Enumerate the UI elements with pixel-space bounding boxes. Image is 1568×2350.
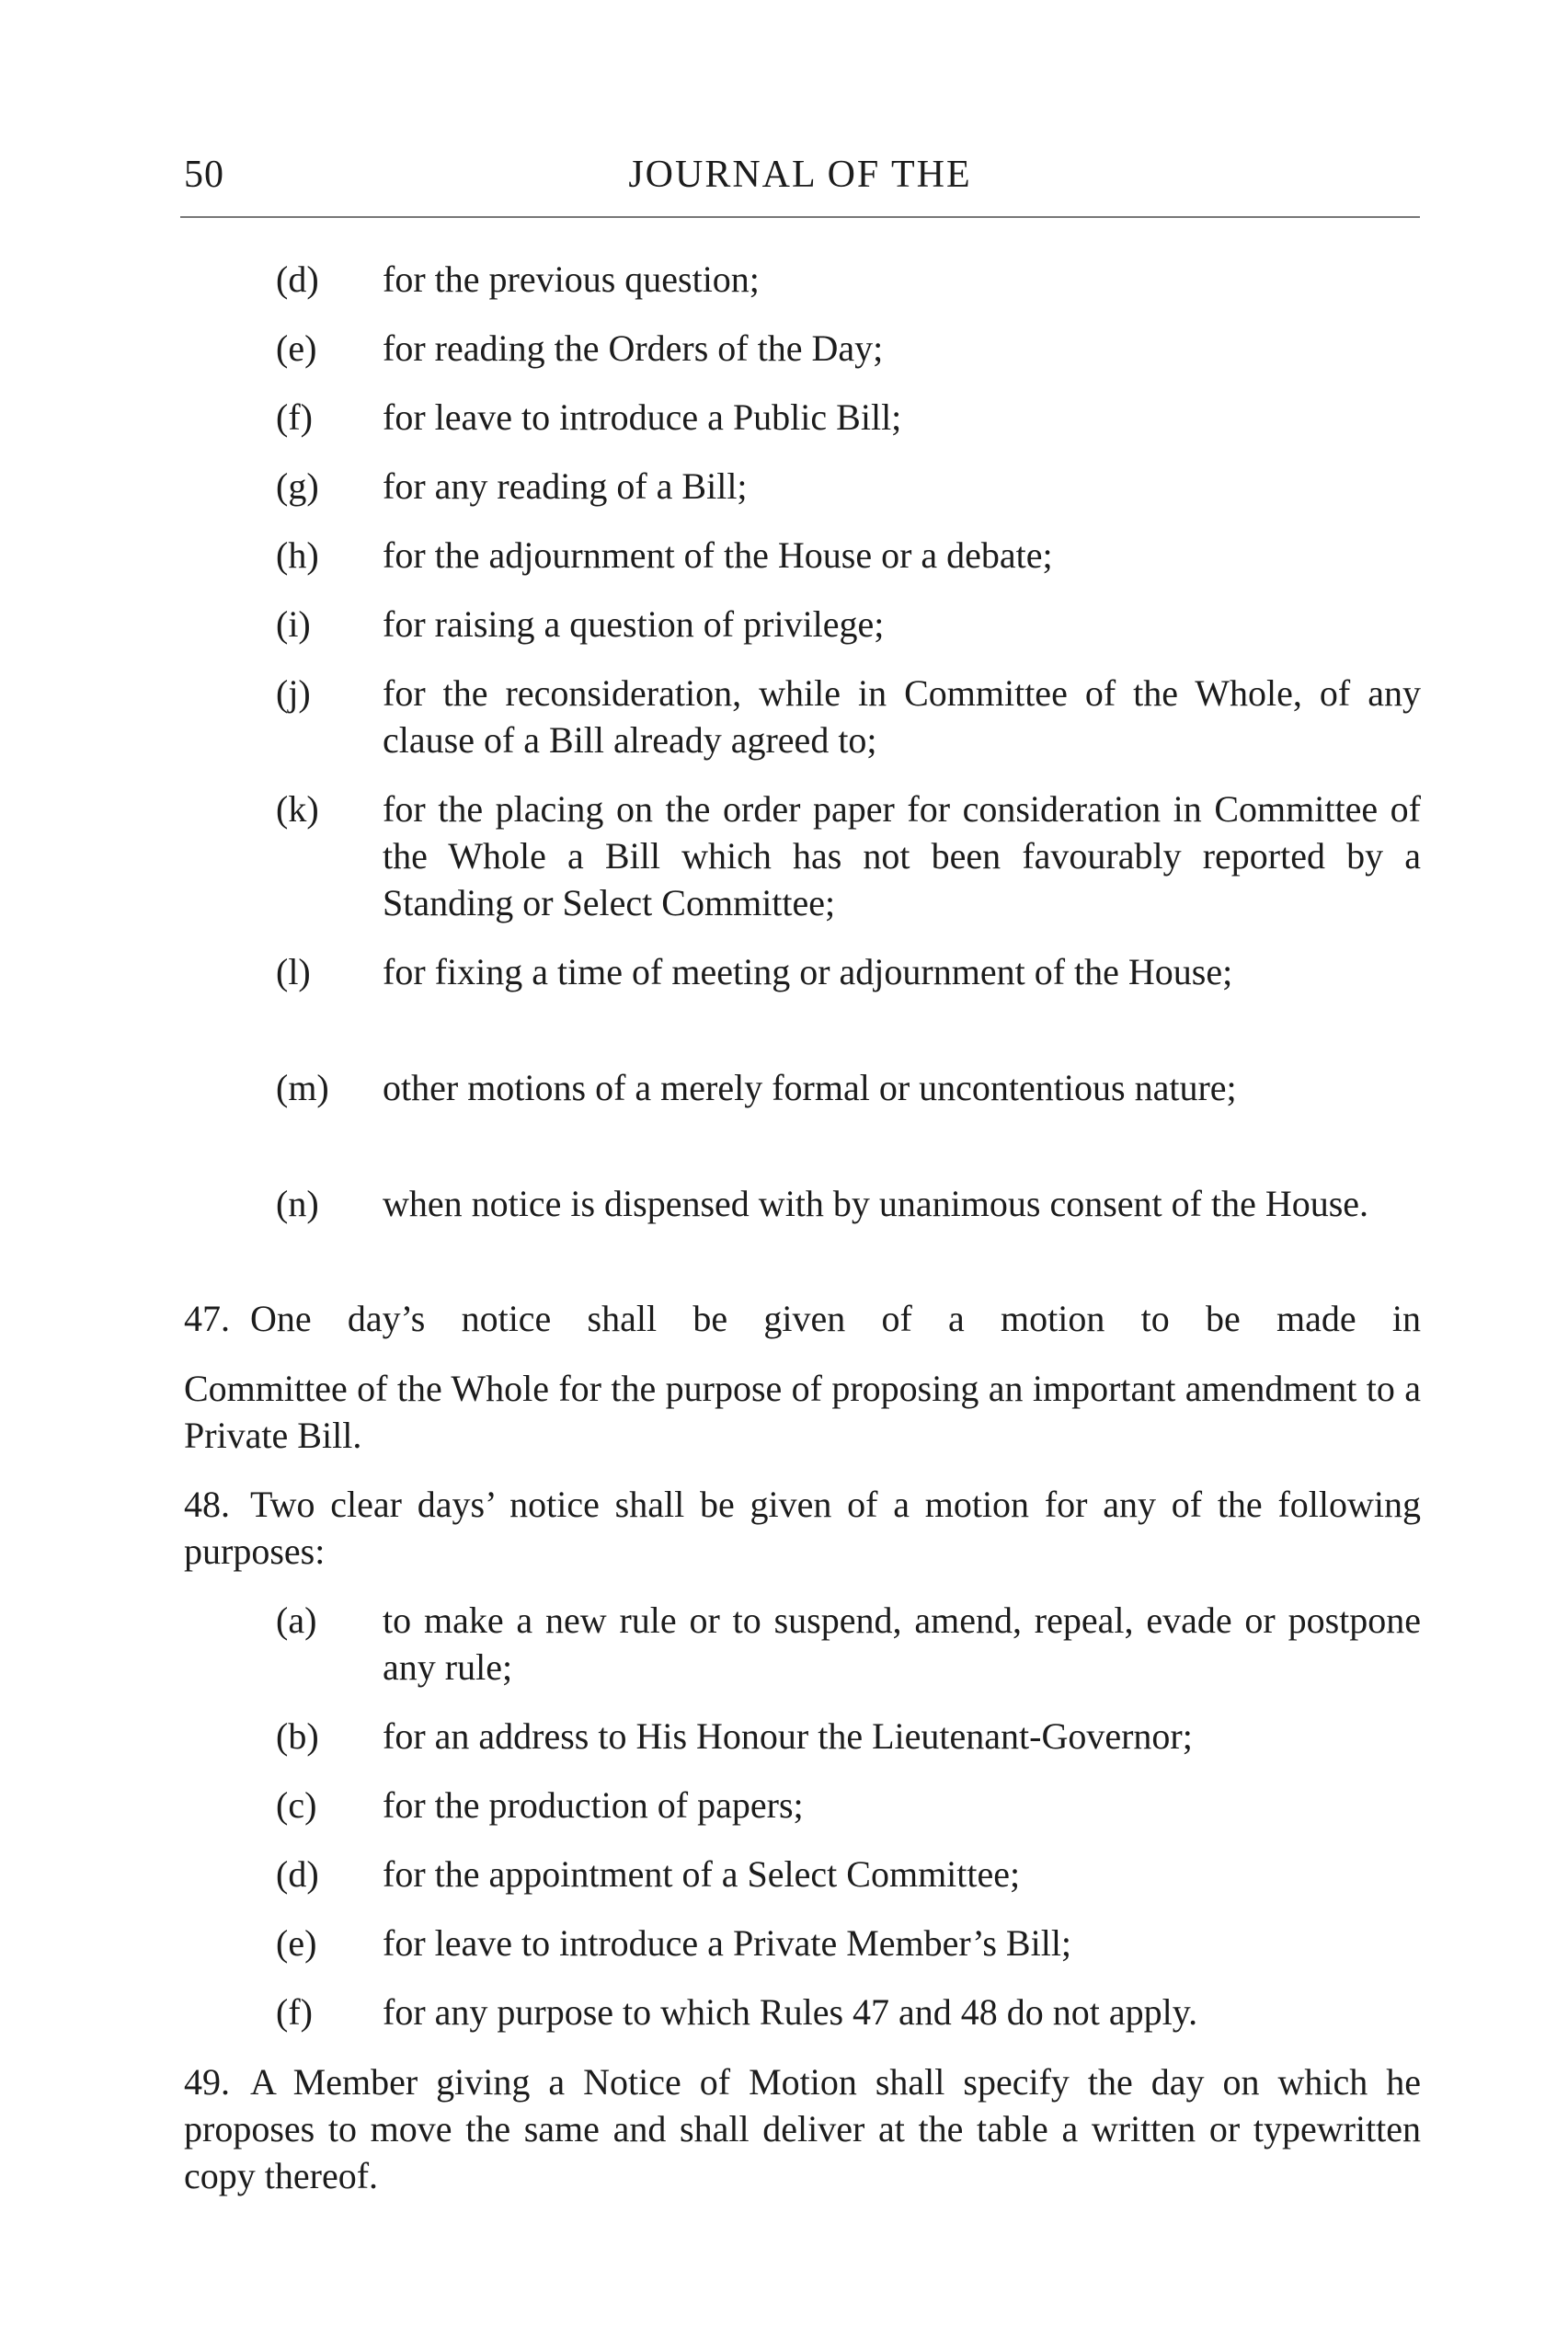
rule-number: 47. (184, 1298, 230, 1339)
list-item (276, 463, 1421, 510)
list-item (276, 1597, 1421, 1691)
list-item (276, 1180, 1421, 1227)
item-text: for any purpose to which Rules 47 and 48 do not apply. (383, 1991, 1198, 2033)
list-item (276, 1782, 1421, 1828)
item-text: for leave to introduce a Private Member’s Bill; (383, 1922, 1072, 1964)
page-header (184, 153, 1416, 208)
rule-47-first-line (184, 1295, 1421, 1342)
item-label: (f) (276, 396, 313, 438)
item-text: for reading the Orders of the Day; (383, 327, 884, 369)
item-label: (b) (276, 1715, 319, 1757)
item-label: (c) (276, 1784, 317, 1826)
list-item (276, 1989, 1421, 2035)
list-item (276, 325, 1421, 372)
item-text: for the appointment of a Select Committee; (383, 1853, 1021, 1895)
list-item (276, 1064, 1421, 1111)
item-label: (i) (276, 603, 311, 645)
item-text: for leave to introduce a Public Bill; (383, 396, 902, 438)
item-text: for the placing on the order paper for consideration in Committee of the Whole a Bill which has not been favourably reported by a Standing or Select Committee; (383, 788, 1421, 923)
item-label: (a) (276, 1599, 317, 1641)
item-text: when notice is dispensed with by unanimous consent of the House. (383, 1183, 1369, 1224)
item-text: for raising a question of privilege; (383, 603, 885, 645)
list-item (276, 532, 1421, 579)
item-text: for the adjournment of the House or a debate; (383, 534, 1053, 576)
list-item (276, 394, 1421, 441)
rule-text: A Member giving a Notice of Motion shall specify the day on which he proposes to move the same and shall deliver at the table a written or typewritten copy thereof. (184, 2061, 1421, 2196)
rule-47-continuation: Committee of the Whole for the purpose of proposing an important amendment to a Private Bill. (184, 1368, 1421, 1456)
item-text: to make a new rule or to suspend, amend, repeal, evade or postpone any rule; (383, 1599, 1421, 1688)
item-label: (e) (276, 1922, 317, 1964)
list-item (276, 670, 1421, 763)
list-item (276, 1851, 1421, 1897)
list-item (276, 1713, 1421, 1760)
running-title: JOURNAL OF THE (628, 154, 972, 196)
item-label: (e) (276, 327, 317, 369)
item-label: (d) (276, 1853, 319, 1895)
page-number: 50 (184, 154, 224, 196)
rule-49 (184, 2058, 1421, 2199)
item-label: (f) (276, 1991, 313, 2033)
item-text: for fixing a time of meeting or adjournment of the House; (383, 951, 1233, 992)
item-text: for an address to His Honour the Lieutenant-Governor; (383, 1715, 1193, 1757)
rule-number: 48. (184, 1484, 230, 1525)
rule-text: Two clear days’ notice shall be given of a motion for any of the following purposes: (184, 1484, 1421, 1572)
header-divider (180, 216, 1420, 218)
item-text: for the previous question; (383, 258, 760, 300)
list-item (276, 256, 1421, 303)
list-item (276, 785, 1421, 926)
item-text: other motions of a merely formal or uncontentious nature; (383, 1067, 1237, 1108)
rule-number: 49. (184, 2061, 230, 2103)
item-text: for the reconsideration, while in Committee of the Whole, of any clause of a Bill already agreed to; (383, 672, 1421, 761)
item-label: (d) (276, 258, 319, 300)
rule-48 (184, 1481, 1421, 1575)
item-label: (n) (276, 1183, 319, 1224)
rule-text: One day’s notice shall be given of a motion to be made in (250, 1298, 1421, 1339)
item-text: for any reading of a Bill; (383, 465, 748, 507)
list-item (276, 601, 1421, 648)
item-label: (j) (276, 672, 311, 714)
item-text: for the production of papers; (383, 1784, 804, 1826)
list-item (276, 1920, 1421, 1966)
list-item (276, 948, 1421, 995)
item-label: (h) (276, 534, 319, 576)
item-label: (m) (276, 1067, 329, 1108)
item-label: (k) (276, 788, 319, 830)
item-label: (l) (276, 951, 311, 992)
item-label: (g) (276, 465, 319, 507)
